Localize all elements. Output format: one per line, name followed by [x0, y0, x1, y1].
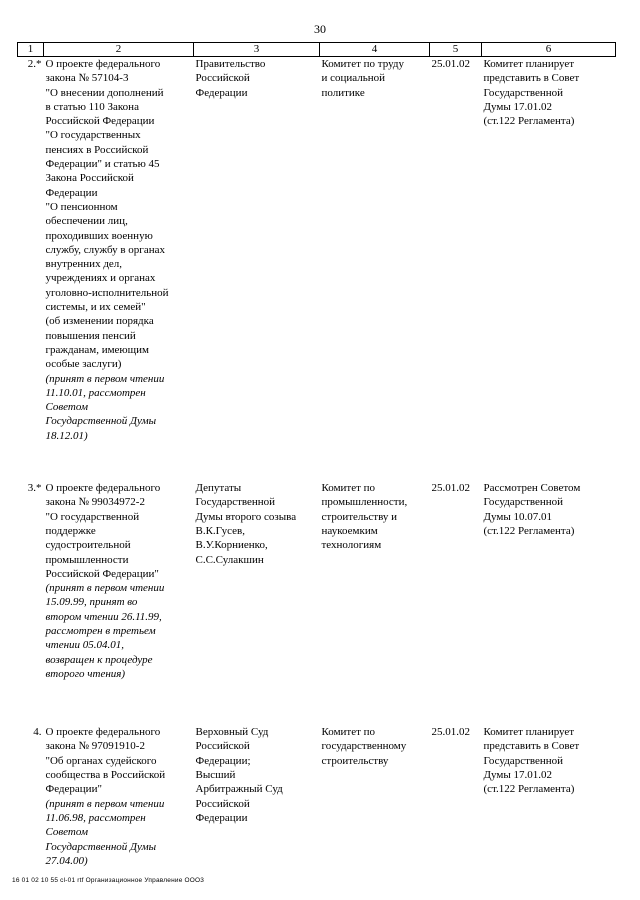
bill-status-line: возвращен к процедуре [45, 653, 153, 666]
initiator-line: Российской [195, 72, 250, 85]
bill-title-line: "О государственных [45, 129, 141, 142]
bill-status-line: 11.10.01, рассмотрен [45, 386, 146, 399]
note-line: Комитет планирует [483, 58, 575, 70]
note-line: Комитет планирует [483, 726, 575, 739]
bills-table [17, 42, 616, 870]
committee-line: строительству [321, 754, 389, 767]
row-number: 4. [33, 726, 42, 739]
bill-title [44, 445, 194, 683]
initiator-line: Высший [195, 769, 236, 782]
bill-title-line: обеспечении лиц, [45, 215, 128, 228]
note-line: Думы 17.01.02 [483, 769, 552, 782]
bill-title [44, 57, 194, 446]
bill-title-line: системы, и их семей" [45, 301, 146, 314]
initiator-line: В.У.Корниенко, [195, 539, 268, 552]
bill-title-line: особые заслуги) [45, 358, 122, 371]
date-cell: 25.01.02 [431, 726, 470, 739]
bill-title-line: О проекте федерального [45, 58, 161, 70]
initiator-line: Федерации [195, 811, 248, 824]
committee [320, 445, 430, 683]
bill-title-line: (об изменении порядка [45, 315, 154, 328]
committee-line: политике [321, 86, 365, 99]
note-line: Думы 17.01.02 [483, 100, 552, 113]
bill-title-line: проходивших военную [45, 229, 153, 242]
bill-status-line: 27.04.00) [45, 854, 88, 867]
committee [320, 57, 430, 446]
bill-status-line: Советом [45, 401, 88, 414]
initiator-line: Правительство [195, 58, 266, 70]
initiator-line: Российской [195, 797, 250, 810]
column-header: 4 [320, 43, 430, 57]
bill-title-line: "О внесении дополнений [45, 86, 164, 99]
initiator-line: Арбитражный Суд [195, 783, 283, 796]
bill-status-line: 18.12.01) [45, 429, 88, 442]
bill-title-line: поддержке [45, 524, 96, 537]
bill-title-line: Закона Российской [45, 172, 134, 185]
bill-title-line: Российской Федерации" [45, 567, 159, 580]
bill-title-line: "О государственной [45, 510, 140, 523]
committee-line: наукоемким [321, 524, 378, 537]
note [482, 445, 616, 683]
committee-line: Комитет по [321, 482, 376, 495]
bill-title [44, 683, 194, 870]
committee-line: Комитет по труду [321, 58, 405, 70]
committee-line: строительству и [321, 510, 398, 523]
bill-title-line: Федерации [45, 186, 98, 199]
committee-line: Комитет по [321, 726, 376, 739]
table-row [18, 57, 616, 446]
note-line: представить в Совет [483, 740, 580, 753]
note [482, 683, 616, 870]
committee-line: промышленности, [321, 496, 408, 509]
bill-title-line: судостроительной [45, 539, 131, 552]
date-cell: 25.01.02 [431, 482, 470, 495]
bill-title-line: сообщества в Российской [45, 769, 166, 782]
bill-title-line: закона № 97091910-2 [45, 740, 145, 753]
note-line: (ст.122 Регламента) [483, 524, 575, 537]
row-number: 2.* [27, 58, 42, 70]
bill-status-line: рассмотрен в третьем [45, 624, 156, 637]
bill-title-line: повышения пенсий [45, 329, 136, 342]
bill-status-line: (принят в первом чтении [45, 797, 165, 810]
column-header: 5 [430, 43, 482, 57]
initiator-line: Российской [195, 740, 250, 753]
bill-title-line: Федерации" и статью 45 [45, 158, 160, 171]
bill-status-line: второго чтения) [45, 667, 126, 680]
column-header: 1 [18, 43, 44, 57]
bill-status-line: 11.06.98, рассмотрен [45, 811, 146, 824]
committee-line: государственному [321, 740, 407, 753]
initiator-line: Верховный Суд [195, 726, 269, 739]
note-line: (ст.122 Регламента) [483, 115, 575, 128]
bill-status-line: (принят в первом чтении [45, 582, 165, 595]
initiator [194, 445, 320, 683]
page-number: 30 [314, 22, 326, 36]
bill-title-line: службу, службу в органах [45, 243, 165, 256]
bill-status-line: втором чтении 26.11.99, [45, 610, 162, 623]
initiator-line: Федерации [195, 86, 248, 99]
bill-title-line: промышленности [45, 553, 129, 566]
table-row [18, 683, 616, 870]
bill-status-line: Государственной Думы [45, 415, 157, 428]
committee-line: и социальной [321, 72, 386, 85]
column-header: 3 [194, 43, 320, 57]
initiator-line: Государственной [195, 496, 276, 509]
bill-title-line: "О пенсионном [45, 200, 118, 213]
bill-title-line: уголовно-исполнительной [45, 286, 169, 299]
note-line: Государственной [483, 754, 564, 767]
note-line: представить в Совет [483, 72, 580, 85]
initiator-line: С.С.Сулакшин [195, 553, 264, 566]
bill-title-line: гражданам, имеющим [45, 343, 149, 356]
bill-title-line: закона № 57104-3 [45, 72, 129, 85]
bill-status-line: чтении 05.04.01, [45, 639, 125, 652]
bill-title-line: учреждениях и органах [45, 272, 156, 285]
bill-title-line: Федерации" [45, 783, 102, 796]
note-line: (ст.122 Регламента) [483, 783, 575, 796]
row-number: 3.* [27, 482, 42, 495]
committee-line: технологиям [321, 539, 382, 552]
table-body [18, 57, 616, 871]
bill-title-line: Российской Федерации [45, 115, 155, 128]
note-line: Рассмотрен Советом [483, 482, 581, 495]
initiator [194, 57, 320, 446]
bill-title-line: пенсиях в Российской [45, 143, 149, 156]
date-cell: 25.01.02 [431, 58, 470, 70]
note-line: Думы 10.07.01 [483, 510, 552, 523]
note-line: Государственной [483, 496, 564, 509]
bill-title-line: О проекте федерального [45, 482, 161, 495]
initiator-line: Депутаты [195, 482, 242, 495]
bill-title-line: внутренних дел, [45, 258, 123, 271]
bill-title-line: "Об органах судейского [45, 754, 157, 767]
note-line: Государственной [483, 86, 564, 99]
initiator [194, 683, 320, 870]
bill-status-line: Советом [45, 826, 88, 839]
column-header: 2 [44, 43, 194, 57]
footer-line: 16 01 02 10 55 cl-01 rtf Организационное Управление ООО3 [12, 877, 205, 884]
bill-status-line: Государственной Думы [45, 840, 157, 853]
initiator-line: Федерации; [195, 754, 251, 767]
bill-status-line: 15.09.99, принят во [45, 596, 138, 609]
bill-title-line: в статью 110 Закона [45, 100, 139, 113]
table-row [18, 445, 616, 683]
note [482, 57, 616, 446]
initiator-line: Думы второго созыва [195, 510, 297, 523]
bill-title-line: закона № 99034972-2 [45, 496, 145, 509]
bill-status-line: (принят в первом чтении [45, 372, 165, 385]
committee [320, 683, 430, 870]
table-header-row [18, 43, 616, 57]
column-header: 6 [482, 43, 616, 57]
initiator-line: В.К.Гусев, [195, 524, 245, 537]
bill-title-line: О проекте федерального [45, 726, 161, 739]
